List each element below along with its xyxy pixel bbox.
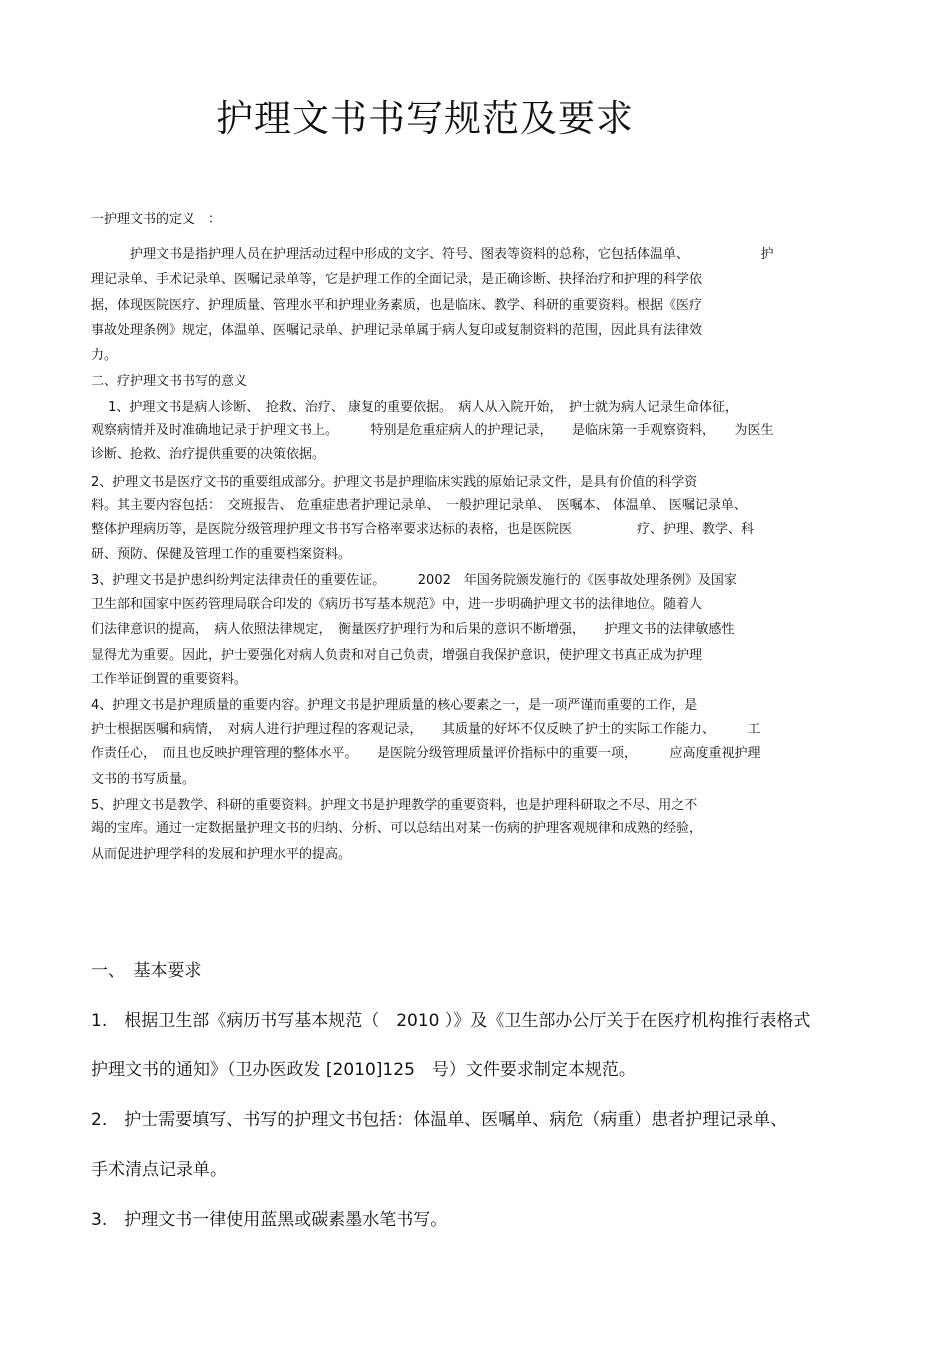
paragraph-line: 们法律意识的提高， 病人依照法律规定， 衡量医疗护理行为和后果的意识不断增强， 护理文书的法律敏感性 bbox=[91, 622, 735, 637]
paragraph-line: 1、护理文书是病人诊断、 抢救、治疗、 康复的重要依据。 病人从入院开始， 护士就为病人记录生命体征， bbox=[91, 400, 739, 415]
paragraph-line: 诊断、抢救、治疗提供重要的决策依据。 bbox=[91, 447, 326, 462]
paragraph-line: 理记录单、手术记录单、医嘱记录单等，它是护理工作的全面记录，是正确诊断、抉择治疗和护理的科学依 bbox=[91, 272, 703, 287]
paragraph-line: 2、护理文书是医疗文书的重要组成部分。护理文书是护理临床实践的原始记录文件，是具有价值的科学资 bbox=[91, 475, 698, 490]
requirement-line: 1. 根据卫生部《病历书写基本规范（ 2010 ）》及《卫生部办公厅关于在医疗机构推行表格式 bbox=[91, 1011, 811, 1031]
requirement-line: 3. 护理文书一律使用蓝黑或碳素墨水笔书写。 bbox=[91, 1210, 448, 1230]
section-heading: 一护理文书的定义 ： bbox=[91, 212, 222, 227]
requirement-line: 护理文书的通知》（卫办医政发 [2010]125 号）文件要求制定本规范。 bbox=[91, 1060, 636, 1080]
paragraph-line: 从而促进护理学科的发展和护理水平的提高。 bbox=[91, 847, 352, 862]
paragraph-line: 护理文书是指护理人员在护理活动过程中形成的文字、符号、图表等资料的总称，它包括体温单、 护 bbox=[91, 247, 774, 262]
paragraph-line: 观察病情并及时准确地记录于护理文书上。 特别是危重症病人的护理记录， 是临床第一手观察资料， 为医生 bbox=[91, 423, 774, 438]
paragraph-line: 卫生部和国家中医药管理局联合印发的《病历书写基本规范》中，进一步明确护理文书的法律地位。随着人 bbox=[91, 597, 703, 612]
paragraph-line: 竭的宝库。通过一定数据量护理文书的归纳、分析、可以总结出对某一伤病的护理客观规律和成熟的经验， bbox=[91, 821, 703, 836]
paragraph-line: 事故处理条例》规定，体温单、医嘱记录单、护理记录单属于病人复印或复制资料的范围，因此具有法律效 bbox=[91, 323, 703, 338]
paragraph-line: 作责任心， 而且也反映护理管理的整体水平。 是医院分级管理质量评价指标中的重要一项， 应高度重视护理 bbox=[91, 746, 761, 761]
paragraph-line: 力。 bbox=[91, 348, 118, 363]
paragraph-line: 护士根据医嘱和病情， 对病人进行护理过程的客观记录， 其质量的好坏不仅反映了护士的实际工作能力、 工 bbox=[91, 722, 761, 737]
paragraph-line: 3、护理文书是护患纠纷判定法律责任的重要佐证。 2002 年国务院颁发施行的《医事故处理条例》及国家 bbox=[91, 573, 737, 588]
paragraph-line: 整体护理病历等，是医院分级管理护理文书书写合格率要求达标的表格，也是医院医 疗、护理、教学、科 bbox=[91, 522, 755, 537]
requirements-heading: 一、 基本要求 bbox=[91, 961, 202, 981]
requirement-line: 手术清点记录单。 bbox=[91, 1160, 227, 1180]
paragraph-line: 据，体现医院医疗、护理质量、管理水平和护理业务素质，也是临床、教学、科研的重要资料。根据《医疗 bbox=[91, 298, 703, 313]
paragraph-line: 5、护理文书是教学、科研的重要资料。护理文书是护理教学的重要资料，也是护理科研取之不尽、用之不 bbox=[91, 798, 698, 813]
paragraph-line: 文书的书写质量。 bbox=[91, 772, 196, 787]
paragraph-line: 研、预防、保健及管理工作的重要档案资料。 bbox=[91, 547, 352, 562]
paragraph-line: 4、护理文书是护理质量的重要内容。护理文书是护理质量的核心要素之一，是一项严谨而重要的工作，是 bbox=[91, 698, 698, 713]
section-heading: 二、疗护理文书书写的意义 bbox=[91, 374, 248, 389]
requirement-line: 2. 护士需要填写、书写的护理文书包括：体温单、医嘱单、病危（病重）患者护理记录单、 bbox=[91, 1110, 788, 1130]
document-title: 护理文书书写规范及要求 bbox=[216, 97, 634, 140]
paragraph-line: 显得尤为重要。因此，护士要强化对病人负责和对自己负责，增强自我保护意识，使护理文书真正成为护理 bbox=[91, 648, 703, 663]
paragraph-line: 料。其主要内容包括： 交班报告、 危重症患者护理记录单、 一般护理记录单、 医嘱本、 体温单、 医嘱记录单、 bbox=[91, 498, 747, 513]
paragraph-line: 工作举证倒置的重要资料。 bbox=[91, 672, 248, 687]
